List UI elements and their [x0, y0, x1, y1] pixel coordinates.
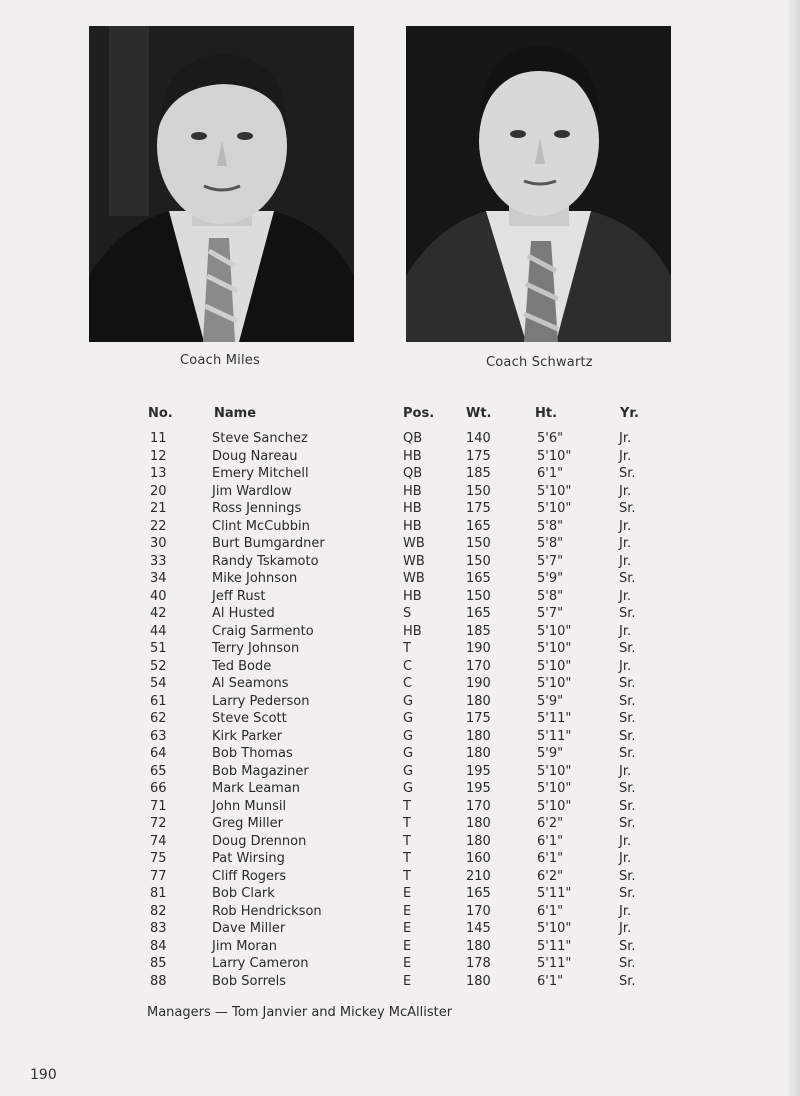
player-weight: 190	[466, 676, 491, 691]
player-number: 64	[150, 746, 167, 761]
player-year: Jr.	[619, 658, 632, 674]
roster-row	[0, 641, 800, 659]
player-position: E	[403, 938, 412, 954]
player-year: Jr.	[619, 431, 632, 446]
player-number: 72	[150, 816, 167, 831]
player-number: 82	[150, 903, 167, 919]
player-height: 5'8"	[537, 518, 564, 534]
player-height: 6'1"	[537, 851, 564, 866]
player-position: T	[403, 641, 411, 656]
player-name: Ted Bode	[212, 658, 272, 674]
roster-row	[0, 729, 800, 747]
player-name: Larry Pederson	[212, 693, 310, 709]
player-year: Sr.	[619, 641, 636, 656]
player-number: 13	[150, 466, 167, 481]
roster-row	[0, 939, 800, 957]
player-year: Sr.	[619, 886, 636, 901]
player-year: Jr.	[619, 553, 632, 569]
roster-row	[0, 676, 800, 694]
player-weight: 165	[466, 886, 491, 901]
roster-row	[0, 799, 800, 817]
player-position: T	[403, 833, 411, 849]
coach-schwartz-caption: Coach Schwartz	[486, 355, 593, 370]
player-year: Jr.	[619, 483, 632, 499]
player-name: Jim Wardlow	[212, 483, 292, 499]
player-name: Terry Johnson	[212, 641, 300, 656]
player-weight: 180	[466, 816, 491, 831]
roster-row	[0, 501, 800, 519]
player-number: 34	[150, 571, 167, 586]
player-height: 5'10"	[537, 921, 572, 936]
player-height: 5'11"	[537, 728, 572, 744]
player-year: Jr.	[619, 833, 632, 849]
player-height: 5'9"	[537, 746, 564, 761]
player-position: T	[403, 851, 411, 866]
player-name: Doug Nareau	[212, 448, 298, 464]
player-position: HB	[403, 501, 422, 516]
player-name: Bob Sorrels	[212, 973, 287, 989]
player-name: Jeff Rust	[212, 588, 266, 604]
player-number: 74	[150, 833, 167, 849]
player-position: E	[403, 903, 412, 919]
player-weight: 150	[466, 553, 491, 569]
player-number: 65	[150, 763, 167, 779]
player-weight: 165	[466, 606, 491, 621]
player-name: Jim Moran	[212, 938, 277, 954]
roster-row	[0, 711, 800, 729]
player-name: Burt Bumgardner	[212, 536, 325, 551]
player-weight: 180	[466, 693, 491, 709]
player-number: 30	[150, 536, 167, 551]
roster-row	[0, 589, 800, 607]
player-name: Dave Miller	[212, 921, 286, 936]
player-year: Jr.	[619, 536, 632, 551]
player-position: E	[403, 956, 412, 971]
player-weight: 150	[466, 483, 491, 499]
player-weight: 180	[466, 728, 491, 744]
player-position: WB	[403, 536, 425, 551]
coach-schwartz-photo	[406, 26, 671, 342]
player-name: Doug Drennon	[212, 833, 307, 849]
player-position: T	[403, 868, 411, 884]
header-weight: Wt.	[466, 406, 492, 421]
player-height: 6'1"	[537, 903, 564, 919]
player-position: HB	[403, 623, 422, 639]
player-height: 5'7"	[537, 606, 564, 621]
player-height: 5'8"	[537, 536, 564, 551]
player-weight: 180	[466, 833, 491, 849]
player-name: Greg Miller	[212, 816, 283, 831]
roster-row	[0, 956, 800, 974]
player-number: 22	[150, 518, 167, 534]
player-number: 54	[150, 676, 167, 691]
player-height: 5'11"	[537, 711, 572, 726]
player-weight: 175	[466, 448, 491, 464]
player-position: E	[403, 973, 412, 989]
player-number: 63	[150, 728, 167, 744]
coach-miles-portrait-image	[89, 26, 354, 342]
header-year: Yr.	[620, 406, 639, 421]
player-position: G	[403, 781, 414, 796]
roster-row	[0, 624, 800, 642]
player-height: 5'6"	[537, 431, 564, 446]
player-weight: 170	[466, 798, 491, 814]
player-name: Craig Sarmento	[212, 623, 314, 639]
player-year: Sr.	[619, 711, 636, 726]
player-weight: 150	[466, 588, 491, 604]
player-position: G	[403, 728, 414, 744]
player-height: 6'2"	[537, 868, 564, 884]
roster-row	[0, 519, 800, 537]
roster-row	[0, 606, 800, 624]
player-name: Randy Tskamoto	[212, 553, 319, 569]
page-number: 190	[30, 1067, 57, 1083]
roster-row	[0, 554, 800, 572]
managers-line: Managers — Tom Janvier and Mickey McAllister	[147, 1005, 453, 1020]
player-name: Steve Scott	[212, 711, 287, 726]
player-number: 44	[150, 623, 167, 639]
player-name: Bob Thomas	[212, 746, 293, 761]
player-position: WB	[403, 571, 425, 586]
player-year: Jr.	[619, 851, 632, 866]
player-height: 5'10"	[537, 658, 572, 674]
roster-row	[0, 851, 800, 869]
roster-row	[0, 484, 800, 502]
player-height: 6'1"	[537, 973, 564, 989]
player-weight: 190	[466, 641, 491, 656]
player-position: C	[403, 658, 413, 674]
player-year: Sr.	[619, 816, 636, 831]
player-number: 81	[150, 886, 167, 901]
player-height: 5'10"	[537, 798, 572, 814]
player-position: QB	[403, 466, 423, 481]
roster-row	[0, 886, 800, 904]
player-weight: 170	[466, 658, 491, 674]
player-number: 83	[150, 921, 167, 936]
player-height: 6'2"	[537, 816, 564, 831]
player-height: 6'1"	[537, 833, 564, 849]
player-height: 5'10"	[537, 483, 572, 499]
player-year: Jr.	[619, 448, 632, 464]
player-weight: 180	[466, 746, 491, 761]
player-position: G	[403, 746, 414, 761]
player-year: Sr.	[619, 728, 636, 744]
roster-row	[0, 974, 800, 992]
player-position: S	[403, 606, 412, 621]
player-year: Sr.	[619, 868, 636, 884]
header-name: Name	[214, 406, 257, 421]
player-name: Clint McCubbin	[212, 518, 310, 534]
player-weight: 140	[466, 431, 491, 446]
player-year: Sr.	[619, 938, 636, 954]
player-height: 5'9"	[537, 693, 564, 709]
player-weight: 165	[466, 571, 491, 586]
player-year: Sr.	[619, 746, 636, 761]
player-number: 77	[150, 868, 167, 884]
player-height: 5'10"	[537, 448, 572, 464]
player-year: Sr.	[619, 676, 636, 691]
player-year: Sr.	[619, 798, 636, 814]
player-weight: 175	[466, 711, 491, 726]
player-position: HB	[403, 483, 422, 499]
player-year: Sr.	[619, 973, 636, 989]
player-name: Rob Hendrickson	[212, 903, 322, 919]
player-name: Bob Magaziner	[212, 763, 309, 779]
player-weight: 185	[466, 466, 491, 481]
player-weight: 170	[466, 903, 491, 919]
roster-row	[0, 431, 800, 449]
player-position: G	[403, 693, 414, 709]
player-weight: 185	[466, 623, 491, 639]
player-name: Mark Leaman	[212, 781, 301, 796]
roster-row	[0, 659, 800, 677]
player-weight: 178	[466, 956, 491, 971]
player-weight: 180	[466, 938, 491, 954]
player-number: 85	[150, 956, 167, 971]
player-name: Al Seamons	[212, 676, 289, 691]
player-position: G	[403, 763, 414, 779]
roster-row	[0, 764, 800, 782]
player-position: WB	[403, 553, 425, 569]
player-number: 66	[150, 781, 167, 796]
coach-schwartz-portrait-image	[406, 26, 671, 342]
player-weight: 210	[466, 868, 491, 884]
player-year: Sr.	[619, 571, 636, 586]
player-year: Sr.	[619, 781, 636, 796]
player-number: 52	[150, 658, 167, 674]
player-height: 5'11"	[537, 956, 572, 971]
player-name: Al Husted	[212, 606, 275, 621]
header-height: Ht.	[535, 406, 558, 421]
roster-row	[0, 921, 800, 939]
player-number: 21	[150, 501, 167, 516]
coach-miles-caption: Coach Miles	[180, 353, 260, 368]
player-position: C	[403, 676, 413, 691]
player-name: Bob Clark	[212, 886, 275, 901]
roster-row	[0, 694, 800, 712]
player-name: Mike Johnson	[212, 571, 298, 586]
player-height: 5'10"	[537, 641, 572, 656]
player-number: 33	[150, 553, 167, 569]
player-name: Ross Jennings	[212, 501, 302, 516]
player-height: 5'7"	[537, 553, 564, 569]
player-position: G	[403, 711, 414, 726]
player-weight: 150	[466, 536, 491, 551]
player-height: 5'10"	[537, 763, 572, 779]
player-height: 5'11"	[537, 886, 572, 901]
player-name: Steve Sanchez	[212, 431, 308, 446]
player-year: Jr.	[619, 588, 632, 604]
player-name: Emery Mitchell	[212, 466, 309, 481]
player-name: Cliff Rogers	[212, 868, 287, 884]
player-number: 51	[150, 641, 167, 656]
player-height: 6'1"	[537, 466, 564, 481]
player-number: 71	[150, 798, 167, 814]
roster-row	[0, 869, 800, 887]
player-year: Jr.	[619, 763, 632, 779]
player-position: QB	[403, 431, 423, 446]
player-year: Sr.	[619, 606, 636, 621]
roster-row	[0, 816, 800, 834]
player-number: 88	[150, 973, 167, 989]
player-year: Sr.	[619, 501, 636, 516]
player-height: 5'11"	[537, 938, 572, 954]
player-number: 61	[150, 693, 167, 709]
player-number: 42	[150, 606, 167, 621]
player-height: 5'8"	[537, 588, 564, 604]
player-position: E	[403, 886, 412, 901]
player-height: 5'10"	[537, 501, 572, 516]
player-position: HB	[403, 448, 422, 464]
player-year: Jr.	[619, 518, 632, 534]
player-height: 5'10"	[537, 623, 572, 639]
player-year: Sr.	[619, 956, 636, 971]
roster-row	[0, 571, 800, 589]
player-height: 5'10"	[537, 676, 572, 691]
roster-row	[0, 449, 800, 467]
roster-row	[0, 904, 800, 922]
player-year: Sr.	[619, 693, 636, 709]
player-position: T	[403, 816, 411, 831]
player-weight: 165	[466, 518, 491, 534]
player-number: 40	[150, 588, 167, 604]
player-year: Jr.	[619, 903, 632, 919]
player-year: Sr.	[619, 466, 636, 481]
roster-row	[0, 466, 800, 484]
player-height: 5'10"	[537, 781, 572, 796]
player-number: 75	[150, 851, 167, 866]
player-number: 12	[150, 448, 167, 464]
player-weight: 195	[466, 781, 491, 796]
roster-row	[0, 834, 800, 852]
roster-row	[0, 536, 800, 554]
player-position: E	[403, 921, 412, 936]
player-name: John Munsil	[212, 798, 287, 814]
player-name: Larry Cameron	[212, 956, 309, 971]
header-position: Pos.	[403, 406, 435, 421]
player-weight: 175	[466, 501, 491, 516]
player-height: 5'9"	[537, 571, 564, 586]
header-number: No.	[148, 406, 173, 421]
player-year: Jr.	[619, 623, 632, 639]
roster-row	[0, 781, 800, 799]
player-number: 62	[150, 711, 167, 726]
roster-row	[0, 746, 800, 764]
player-year: Jr.	[619, 921, 632, 936]
player-weight: 180	[466, 973, 491, 989]
coach-miles-photo	[89, 26, 354, 342]
player-number: 11	[150, 431, 167, 446]
player-name: Kirk Parker	[212, 728, 283, 744]
player-weight: 145	[466, 921, 491, 936]
player-position: T	[403, 798, 411, 814]
player-number: 84	[150, 938, 167, 954]
player-weight: 160	[466, 851, 491, 866]
player-position: HB	[403, 518, 422, 534]
player-name: Pat Wirsing	[212, 851, 285, 866]
player-position: HB	[403, 588, 422, 604]
player-weight: 195	[466, 763, 491, 779]
player-number: 20	[150, 483, 167, 499]
